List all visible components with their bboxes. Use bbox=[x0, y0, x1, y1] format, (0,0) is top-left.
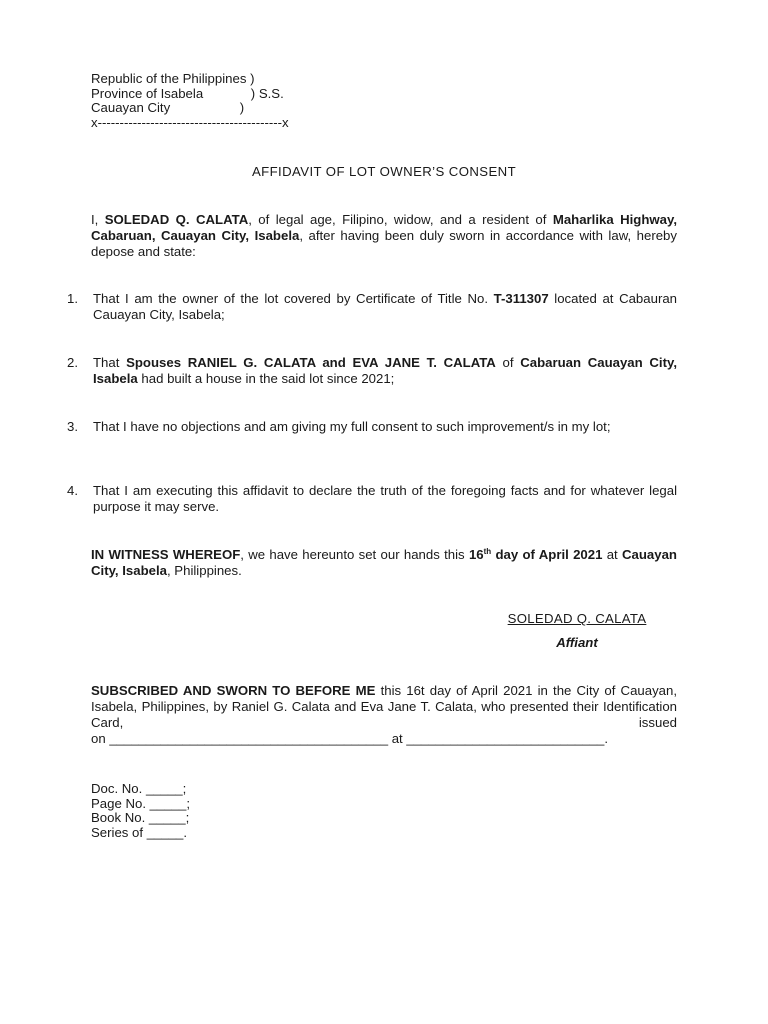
list-item-number: 1. bbox=[67, 291, 78, 306]
list-item bbox=[67, 483, 677, 515]
spouses-place: Cabaruan Cauayan City, Isabela bbox=[93, 355, 677, 386]
intro-text-3: , after having been duly sworn in accordance with law, hereby depose and state: bbox=[91, 228, 677, 259]
list-item-number: 4. bbox=[67, 483, 78, 498]
signatory-name: SOLEDAD Q. CALATA bbox=[507, 611, 647, 626]
list-item-text bbox=[93, 355, 677, 387]
intro-paragraph bbox=[91, 212, 677, 260]
spouses-names: Spouses RANIEL G. CALATA and EVA JANE T. CALATA bbox=[126, 355, 496, 370]
series-year: Series of _____. bbox=[91, 824, 188, 840]
affiant-name: SOLEDAD Q. CALATA bbox=[104, 212, 249, 227]
page-number: Page No. _____; bbox=[91, 795, 190, 811]
witness-text: , we have hereunto set our hands this bbox=[240, 547, 469, 562]
document-title: AFFIDAVIT OF LOT OWNER’S CONSENT bbox=[251, 164, 517, 179]
witness-lead: IN WITNESS WHEREOF bbox=[91, 547, 241, 562]
affiant-address: Maharlika Highway, Cabaruan, Cauayan City, Isabela bbox=[91, 212, 677, 243]
notarial-register bbox=[91, 782, 291, 840]
witness-paragraph bbox=[91, 547, 677, 579]
venue-country: Republic of the Philippines ) bbox=[91, 71, 255, 86]
list-item-text bbox=[93, 291, 677, 323]
intro-text-1: I, bbox=[91, 212, 105, 227]
jurat-text: this 16t day of April 2021 in the City of Cauayan, Isabela, Philippines, by Raniel G. Calata and Eva Jane T. Calata, who presented their Identification Card, issued bbox=[91, 683, 678, 730]
title-number: T-311307 bbox=[493, 291, 549, 306]
list-item bbox=[67, 291, 677, 323]
jurat-lead: SUBSCRIBED AND SWORN TO BEFORE ME bbox=[91, 683, 376, 698]
witness-month-year: day of April 2021 bbox=[491, 547, 603, 562]
list-item-text: That I have no objections and am giving my full consent to such improvement/s in my lot; bbox=[93, 419, 611, 434]
item-text-part: That I am the owner of the lot covered by Certificate of Title No. bbox=[93, 291, 494, 306]
book-number: Book No. _____; bbox=[91, 810, 190, 825]
item-text-part: of bbox=[495, 355, 521, 370]
witness-day-suffix: th bbox=[483, 547, 492, 556]
venue-city: Cauayan City ) bbox=[91, 100, 245, 115]
venue-separator: x------------------------------------------x bbox=[91, 114, 289, 130]
list-item-number: 2. bbox=[67, 355, 78, 370]
witness-place: Cauayan City, Isabela bbox=[91, 547, 677, 578]
witness-text: at bbox=[602, 547, 623, 562]
venue-block bbox=[91, 72, 351, 130]
intro-text-2: , of legal age, Filipino, widow, and a resident of bbox=[248, 212, 553, 227]
item-text-part: That bbox=[93, 355, 127, 370]
list-item-number: 3. bbox=[67, 419, 78, 434]
doc-number: Doc. No. _____; bbox=[91, 781, 187, 796]
witness-date bbox=[469, 547, 602, 562]
jurat-body bbox=[91, 683, 677, 731]
jurat-paragraph bbox=[91, 683, 677, 747]
list-item-text: That I am executing this affidavit to declare the truth of the foregoing facts and for whatever legal purpose it may serve. bbox=[93, 483, 677, 514]
signatory-role: Affiant bbox=[556, 635, 598, 650]
list-item bbox=[67, 355, 677, 387]
item-text-part: located at Cabauran Cauayan City, Isabela; bbox=[93, 291, 677, 322]
witness-text: , Philippines. bbox=[166, 563, 242, 578]
jurat-issued-line: on ______________________________________ at ___________________________. bbox=[91, 731, 609, 746]
item-text-part: had built a house in the said lot since 2021; bbox=[137, 371, 395, 386]
witness-day: 16 bbox=[468, 547, 484, 562]
list-item bbox=[67, 419, 677, 435]
venue-province: Province of Isabela ) S.S. bbox=[91, 85, 284, 101]
signature-block bbox=[490, 611, 664, 651]
